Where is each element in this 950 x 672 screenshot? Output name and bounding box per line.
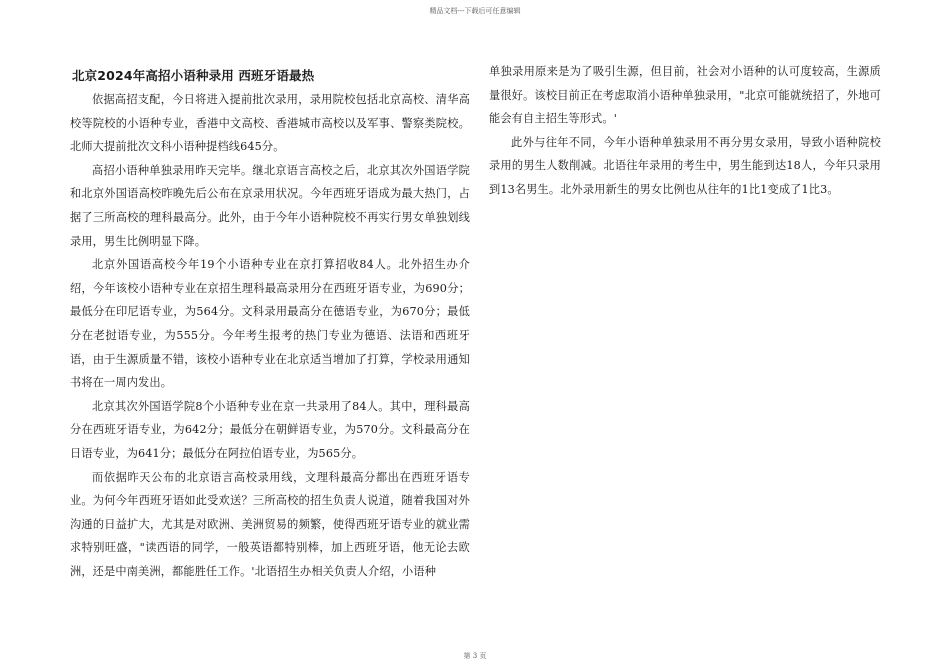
article-title: 北京2024年高招小语种录用 西班牙语最热: [72, 68, 315, 83]
page-number: 第 3 页: [463, 652, 487, 660]
paragraph: 高招小语种单独录用昨天完毕。继北京语言高校之后，北京其次外国语学院和北京外国语高校昨晚先后公布在京录用状况。今年西班牙语成为最大热门，占据了三所高校的理科最高分。此外，由于今年小语种院校不再实行男女单独划线录用，男生比例明显下降。: [70, 163, 470, 248]
page-header: 精品文档---下载后可任意编辑: [429, 7, 521, 15]
paragraph: 单独录用原来是为了吸引生源，但目前，社会对小语种的认可度较高，生源质量很好。该校目前正在考虑取消小语种单独录用，"北京可能就统招了，外地可能会有自主招生等形式。': [489, 65, 881, 126]
paragraph: 而依据昨天公布的北京语言高校录用线，文理科最高分都出在西班牙语专业。为何今年西班牙语如此受欢送？三所高校的招生负责人说道，随着我国对外沟通的日益扩大，尤其是对欧洲、美洲贸易的频繁，使得西班牙语专业的就业需求特别旺盛，"读西语的同学，一般英语都特别棒，加上西班牙语，他无论去欧洲，还是中南美洲，都能胜任工作。'北语招生办相关负责人介绍，小语种: [70, 470, 470, 578]
paragraph: 依据高招支配，今日将进入提前批次录用，录用院校包括北京高校、清华高校等院校的小语种专业，香港中文高校、香港城市高校以及军事、警察类院校。北师大提前批次文科小语种提档线645分。: [70, 93, 470, 154]
left-column: [70, 60, 470, 583]
paragraph: 北京其次外国语学院8个小语种专业在京一共录用了84人。其中，理科最高分在西班牙语专业，为642分；最低分在朝鲜语专业，为570分。文科最高分在日语专业，为641分；最低分在阿拉伯语专业，为565分。: [70, 399, 470, 460]
right-column: [489, 60, 881, 202]
paragraph: 北京外国语高校今年19个小语种专业在京打算招收84人。北外招生办介绍，今年该校小语种专业在京招生理科最高录用分在西班牙语专业，为690分；最低分在印尼语专业，为564分。文科录用最高分在德语专业，为670分；最低分在老挝语专业，为555分。今年考生报考的热门专业为德语、法语和西班牙语，由于生源质量不错，该校小语种专业在北京适当增加了打算，学校录用通知书将在一周内发出。: [70, 258, 470, 390]
paragraph: 此外与往年不同，今年小语种单独录用不再分男女录用，导致小语种院校录用的男生人数削减。北语往年录用的考生中，男生能到达18人，今年只录用到13名男生。北外录用新生的男女比例也从往年的1比1变成了1比3。: [489, 135, 881, 196]
